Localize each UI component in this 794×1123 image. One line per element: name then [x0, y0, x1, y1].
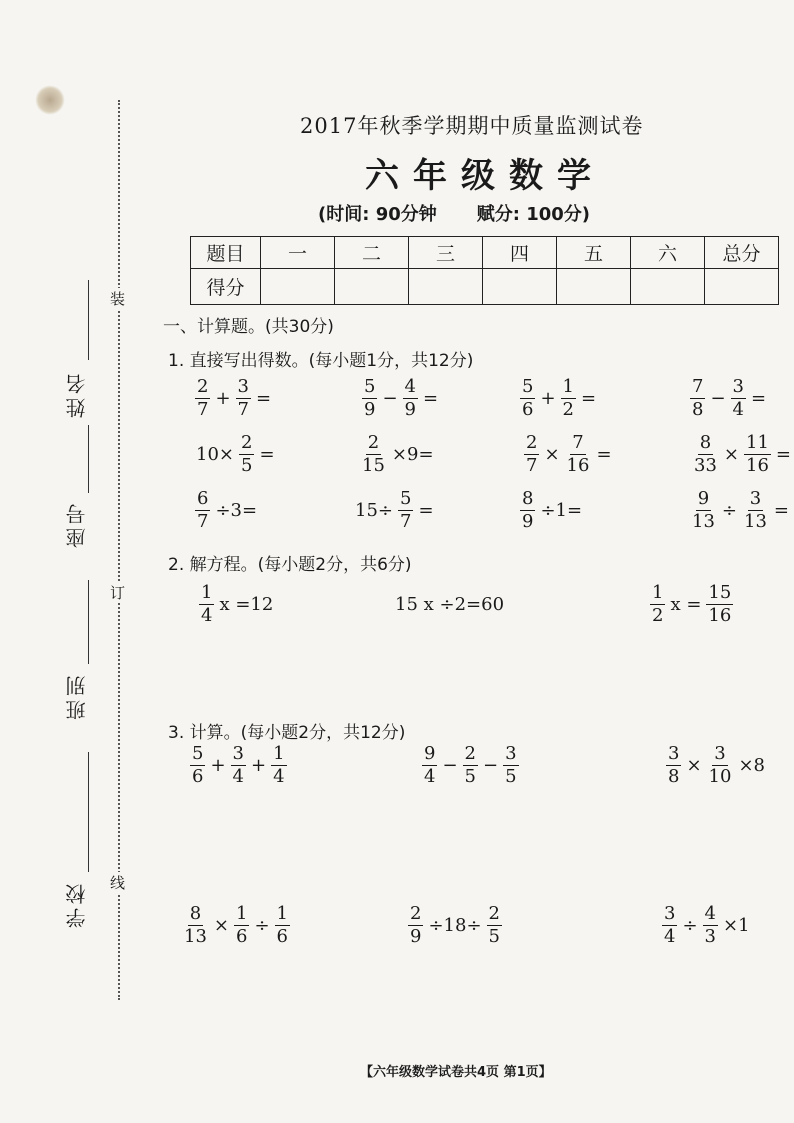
q3-item — [406, 905, 504, 946]
fraction — [666, 745, 681, 786]
fraction-numerator: 1 — [562, 376, 574, 397]
fraction-denominator: 2 — [652, 605, 664, 626]
score-table-header: 五 — [557, 237, 631, 269]
name-field-line[interactable] — [88, 280, 89, 360]
math-operator: − — [382, 388, 398, 409]
fraction-denominator: 6 — [192, 766, 204, 787]
math-operator: = — [423, 388, 439, 409]
score-cell[interactable] — [631, 269, 705, 305]
fraction-denominator: 9 — [404, 399, 416, 420]
exam-time: (时间: 90分钟 — [318, 204, 437, 225]
q1-item — [360, 378, 441, 419]
math-operator: ÷3= — [215, 500, 258, 521]
fraction-denominator: 2 — [562, 399, 574, 420]
math-operator: = — [773, 500, 789, 521]
fraction — [234, 905, 249, 946]
score-table-header: 题目 — [191, 237, 261, 269]
math-operator: = — [259, 444, 275, 465]
fraction — [731, 378, 746, 419]
page-footer: 【六年级数学试卷共4页 第1页】 — [360, 1065, 552, 1080]
fraction — [362, 378, 377, 419]
fraction-denominator: 7 — [526, 455, 538, 476]
fraction — [398, 490, 413, 531]
fraction — [524, 434, 539, 475]
fraction-numerator: 1 — [276, 903, 288, 924]
class-field-label: 班别 — [65, 672, 89, 720]
q1-item — [518, 378, 599, 419]
q1-item — [193, 490, 260, 531]
score-cell[interactable] — [483, 269, 557, 305]
q1-item — [522, 434, 615, 475]
fraction-numerator: 8 — [699, 432, 712, 453]
fraction — [360, 434, 387, 475]
fraction-denominator: 7 — [400, 511, 412, 532]
math-operator: × — [723, 444, 739, 465]
fraction-numerator: 3 — [749, 488, 762, 509]
question-2-title: 2. 解方程。(每小题2分，共6分) — [168, 555, 412, 575]
binding-char-zhuang: 装 — [110, 290, 126, 308]
q3-item — [188, 745, 289, 786]
exam-time-score — [318, 200, 630, 226]
fraction-denominator: 5 — [464, 766, 476, 787]
score-cell[interactable] — [557, 269, 631, 305]
school-field-line[interactable] — [88, 752, 89, 872]
fraction-numerator: 8 — [522, 488, 534, 509]
fraction-denominator: 6 — [236, 926, 248, 947]
math-operator: × — [544, 444, 560, 465]
math-operator: = — [596, 444, 612, 465]
fraction — [650, 584, 665, 625]
q3-item — [660, 905, 753, 946]
score-table-header: 二 — [335, 237, 409, 269]
score-table-header: 一 — [261, 237, 335, 269]
fraction — [190, 745, 205, 786]
score-table-score-row — [191, 269, 779, 305]
name-field-label: 姓名 — [65, 370, 89, 418]
fraction-numerator: 9 — [424, 743, 436, 764]
math-operator: x = — [670, 594, 702, 615]
fraction — [231, 745, 246, 786]
fraction — [487, 905, 502, 946]
fraction-numerator: 2 — [197, 376, 209, 397]
fraction — [199, 584, 214, 625]
math-operator: + — [251, 755, 267, 776]
fraction — [692, 434, 719, 475]
math-operator: − — [710, 388, 726, 409]
fraction — [703, 905, 718, 946]
fraction-denominator: 6 — [276, 926, 288, 947]
math-operator: × — [686, 755, 702, 776]
q3-item — [420, 745, 521, 786]
fraction-denominator: 16 — [746, 455, 769, 476]
fraction-denominator: 7 — [197, 399, 209, 420]
fraction-numerator: 2 — [241, 432, 253, 453]
fraction — [706, 584, 733, 625]
math-operator: ×8 — [738, 755, 765, 776]
fraction-denominator: 10 — [708, 766, 732, 787]
fraction-numerator: 2 — [410, 903, 422, 924]
seat-field-line[interactable] — [88, 425, 89, 493]
fraction-denominator: 4 — [273, 766, 285, 787]
fraction-denominator: 6 — [522, 399, 534, 420]
fraction-numerator: 7 — [692, 376, 704, 397]
fraction — [742, 490, 769, 531]
q1-item — [688, 378, 769, 419]
fraction-numerator: 3 — [732, 376, 744, 397]
fraction-numerator: 1 — [236, 903, 248, 924]
fraction-denominator: 5 — [488, 926, 500, 947]
fraction-numerator: 9 — [697, 488, 710, 509]
fraction-denominator: 8 — [668, 766, 680, 787]
math-operator: − — [442, 755, 458, 776]
fraction-numerator: 2 — [464, 743, 476, 764]
fraction — [182, 905, 209, 946]
fraction-denominator: 4 — [664, 926, 676, 947]
math-operator: 10× — [196, 444, 234, 465]
math-operator: ×1 — [723, 915, 750, 936]
math-operator: ÷ — [682, 915, 698, 936]
fraction-denominator: 15 — [362, 455, 385, 476]
binding-line — [118, 100, 120, 1000]
fraction-numerator: 1 — [652, 582, 664, 603]
fraction-numerator: 5 — [192, 743, 204, 764]
math-operator: ×9= — [391, 444, 434, 465]
q1-item — [193, 434, 278, 475]
seat-field-label: 座号 — [65, 500, 89, 548]
fraction-denominator: 13 — [692, 511, 715, 532]
fraction-denominator: 7 — [197, 511, 209, 532]
fraction-numerator: 2 — [367, 432, 380, 453]
fraction-numerator: 2 — [526, 432, 538, 453]
fraction — [561, 378, 576, 419]
fraction — [463, 745, 478, 786]
fraction-denominator: 9 — [522, 511, 534, 532]
math-operator: + — [215, 388, 231, 409]
fraction — [690, 490, 717, 531]
class-field-line[interactable] — [88, 580, 89, 664]
q3-item — [664, 745, 768, 786]
binding-char-ding: 订 — [110, 584, 126, 602]
fraction-denominator: 4 — [732, 399, 744, 420]
fraction-numerator: 11 — [746, 432, 769, 453]
fraction — [707, 745, 734, 786]
fraction — [195, 490, 210, 531]
fraction-denominator: 8 — [692, 399, 704, 420]
fraction-denominator: 33 — [694, 455, 717, 476]
q1-item — [193, 378, 274, 419]
math-operator: ÷18÷ — [428, 915, 482, 936]
fraction-denominator: 3 — [704, 926, 716, 947]
q2-item — [392, 594, 507, 615]
score-cell[interactable] — [261, 269, 335, 305]
fraction — [520, 490, 535, 531]
q2-item — [197, 584, 276, 625]
exam-title: 2017年秋季学期期中质量监测试卷 — [300, 114, 644, 138]
math-operator: + — [210, 755, 226, 776]
math-operator: ÷1= — [540, 500, 583, 521]
fraction-numerator: 3 — [232, 743, 244, 764]
fraction-numerator: 4 — [404, 376, 416, 397]
math-operator: = — [256, 388, 272, 409]
question-3-title: 3. 计算。(每小题2分，共12分) — [168, 723, 406, 743]
score-row-label: 得分 — [191, 269, 261, 305]
q1-item — [358, 434, 437, 475]
score-table — [190, 236, 779, 305]
math-operator: = — [581, 388, 597, 409]
fraction-numerator: 7 — [572, 432, 584, 453]
section-1-title: 一、计算题。(共30分) — [163, 317, 334, 337]
binding-char-xian: 线 — [110, 874, 126, 892]
fraction-denominator: 16 — [566, 455, 590, 476]
fraction-numerator: 15 — [708, 582, 732, 603]
fraction-denominator: 9 — [364, 399, 376, 420]
fraction-numerator: 3 — [237, 376, 249, 397]
fraction-denominator: 7 — [237, 399, 249, 420]
score-cell[interactable] — [409, 269, 483, 305]
math-operator: x =12 — [219, 594, 274, 615]
fraction-numerator: 6 — [197, 488, 209, 509]
fraction-numerator: 5 — [522, 376, 534, 397]
exam-subject: 六年级数学 — [365, 156, 605, 196]
fraction — [565, 434, 592, 475]
fraction-denominator: 5 — [505, 766, 517, 787]
math-operator: = — [418, 500, 434, 521]
math-operator: = — [775, 444, 791, 465]
fraction — [195, 378, 210, 419]
exam-total-score: 赋分: 100分) — [476, 204, 591, 225]
fraction — [271, 745, 286, 786]
q2-item — [648, 584, 735, 625]
fraction-numerator: 4 — [704, 903, 716, 924]
fraction-numerator: 3 — [505, 743, 517, 764]
math-operator: 15÷ — [355, 500, 393, 521]
math-operator: 15 x ÷2=60 — [395, 594, 505, 615]
score-table-header: 总分 — [705, 237, 779, 269]
math-operator: + — [540, 388, 556, 409]
fraction — [275, 905, 290, 946]
score-table-header-row — [191, 237, 779, 269]
q1-item — [690, 434, 794, 475]
fraction-numerator: 1 — [201, 582, 213, 603]
math-operator: × — [213, 915, 229, 936]
fraction-numerator: 8 — [189, 903, 202, 924]
fraction-denominator: 4 — [232, 766, 244, 787]
score-table-header: 三 — [409, 237, 483, 269]
math-operator: ÷ — [721, 500, 737, 521]
fraction — [239, 434, 254, 475]
fraction-denominator: 4 — [201, 605, 213, 626]
school-field-label: 学校 — [65, 880, 89, 928]
math-operator: − — [483, 755, 499, 776]
score-table-header: 四 — [483, 237, 557, 269]
fraction — [403, 378, 418, 419]
fraction-numerator: 2 — [488, 903, 500, 924]
q3-item — [180, 905, 292, 946]
fraction — [422, 745, 437, 786]
fraction-denominator: 13 — [744, 511, 767, 532]
math-operator: ÷ — [254, 915, 270, 936]
fraction-denominator: 13 — [184, 926, 207, 947]
score-table-header: 六 — [631, 237, 705, 269]
fraction — [690, 378, 705, 419]
fraction-numerator: 5 — [364, 376, 376, 397]
fraction — [520, 378, 535, 419]
fraction — [236, 378, 251, 419]
score-cell[interactable] — [335, 269, 409, 305]
fraction — [503, 745, 518, 786]
q1-item — [688, 490, 792, 531]
fraction-numerator: 1 — [273, 743, 285, 764]
fraction-numerator: 5 — [400, 488, 412, 509]
fraction-denominator: 4 — [424, 766, 436, 787]
fraction — [408, 905, 423, 946]
fraction-numerator: 3 — [668, 743, 680, 764]
fraction-denominator: 9 — [410, 926, 422, 947]
math-operator: = — [751, 388, 767, 409]
fraction — [744, 434, 771, 475]
q1-item — [518, 490, 585, 531]
question-1-title: 1. 直接写出得数。(每小题1分，共12分) — [168, 351, 474, 371]
fraction-numerator: 3 — [714, 743, 726, 764]
fraction-denominator: 5 — [241, 455, 253, 476]
fraction-denominator: 16 — [708, 605, 732, 626]
score-cell[interactable] — [705, 269, 779, 305]
paper-stain — [35, 85, 65, 115]
fraction — [662, 905, 677, 946]
fraction-numerator: 3 — [664, 903, 676, 924]
q1-item — [352, 490, 437, 531]
